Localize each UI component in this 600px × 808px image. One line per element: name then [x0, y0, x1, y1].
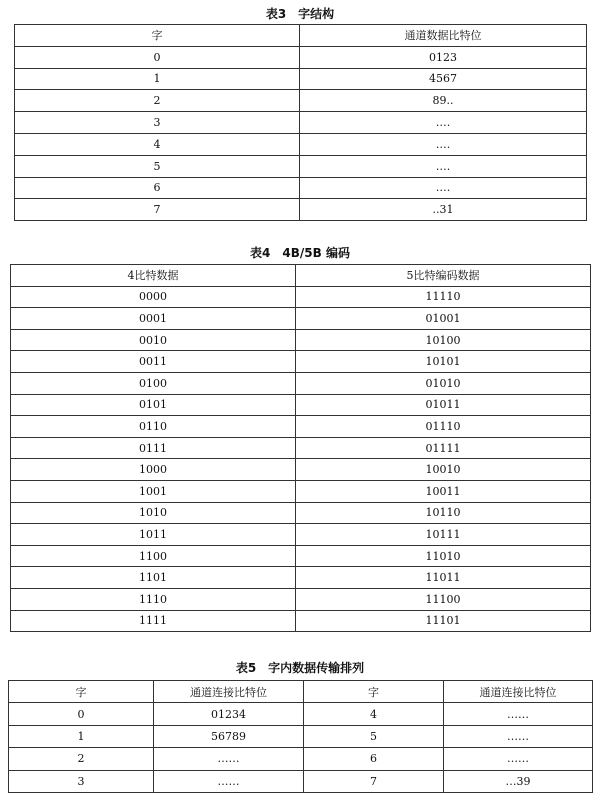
table3-cell: 3 [15, 112, 300, 134]
table5-header-row [9, 681, 593, 703]
table4-header-cell: 5比特编码数据 [296, 265, 591, 287]
table4-cell: 0010 [11, 329, 296, 351]
table4-body [11, 286, 591, 632]
table4-caption: 表4 4B/5B 编码 [250, 246, 350, 260]
table5-header-cell: 通道连接比特位 [444, 681, 593, 703]
table4-cell: 10111 [296, 524, 591, 546]
table3-cell: 7 [15, 199, 300, 221]
table-row [11, 588, 591, 610]
table4-cell: 11101 [296, 610, 591, 632]
table4-cell: 11100 [296, 588, 591, 610]
table4-cell: 11110 [296, 286, 591, 308]
table-row [9, 725, 593, 747]
table4-cell: 10110 [296, 502, 591, 524]
table5-cell: 7 [304, 770, 444, 792]
table-row [11, 308, 591, 330]
table-row [11, 524, 591, 546]
table3-cell: 4567 [300, 68, 587, 90]
table4-cell: 1011 [11, 524, 296, 546]
table-row [11, 567, 591, 589]
table3-body [15, 46, 587, 220]
table4-cell: 10101 [296, 351, 591, 373]
table4-cell: 0111 [11, 437, 296, 459]
table-row [11, 610, 591, 632]
table-row [11, 545, 591, 567]
table-row [15, 199, 587, 221]
table4-cell: 01001 [296, 308, 591, 330]
table3-header-row [15, 25, 587, 47]
table-row [11, 372, 591, 394]
table4-cell: 0100 [11, 372, 296, 394]
table5-body [9, 703, 593, 793]
table3-cell: …. [300, 177, 587, 199]
table3-cell: 89.. [300, 90, 587, 112]
table3-cell: 0123 [300, 46, 587, 68]
table5-cell: 2 [9, 748, 154, 770]
table5-cell: …… [154, 770, 304, 792]
table4-cell: 01110 [296, 416, 591, 438]
table-row [11, 394, 591, 416]
table-row [11, 351, 591, 373]
table5-cell: 1 [9, 725, 154, 747]
table5-cell: 6 [304, 748, 444, 770]
table4-cell: 1111 [11, 610, 296, 632]
table4-cell: 10100 [296, 329, 591, 351]
table-row [15, 46, 587, 68]
table-row [15, 90, 587, 112]
table3-cell: 1 [15, 68, 300, 90]
table-row [11, 480, 591, 502]
table-row [15, 133, 587, 155]
table4-cell: 0011 [11, 351, 296, 373]
table3-cell: 2 [15, 90, 300, 112]
table4-cell: 0001 [11, 308, 296, 330]
table4 [10, 264, 591, 632]
table4-header-cell: 4比特数据 [11, 265, 296, 287]
table3-cell: …. [300, 155, 587, 177]
table4-cell: 11010 [296, 545, 591, 567]
table5-header-cell: 字 [304, 681, 444, 703]
table4-cell: 10010 [296, 459, 591, 481]
table5-cell: 0 [9, 703, 154, 725]
table-row [15, 177, 587, 199]
table-row [15, 112, 587, 134]
table5-header-cell: 通道连接比特位 [154, 681, 304, 703]
table4-cell: 01010 [296, 372, 591, 394]
table-row [15, 68, 587, 90]
table3-cell: ..31 [300, 199, 587, 221]
table5 [8, 680, 593, 793]
table3-cell: …. [300, 112, 587, 134]
table4-cell: 01011 [296, 394, 591, 416]
table5-cell: …… [444, 703, 593, 725]
table3-cell: 0 [15, 46, 300, 68]
table4-cell: 11011 [296, 567, 591, 589]
table4-cell: 1100 [11, 545, 296, 567]
table-row [15, 155, 587, 177]
table-row [11, 416, 591, 438]
table4-cell: 1000 [11, 459, 296, 481]
table3-cell: 5 [15, 155, 300, 177]
table4-cell: 1110 [11, 588, 296, 610]
table4-cell: 10011 [296, 480, 591, 502]
table4-cell: 01111 [296, 437, 591, 459]
table5-caption: 表5 字内数据传输排列 [235, 661, 365, 675]
table-row [9, 770, 593, 792]
table5-cell: …39 [444, 770, 593, 792]
table3-cell: 6 [15, 177, 300, 199]
table3-caption: 表3 字结构 [265, 7, 335, 21]
table4-header-row [11, 265, 591, 287]
table-row [11, 437, 591, 459]
table3-header-cell: 通道数据比特位 [300, 25, 587, 47]
table-row [9, 748, 593, 770]
table4-cell: 1001 [11, 480, 296, 502]
table5-cell: …… [154, 748, 304, 770]
table5-cell: …… [444, 725, 593, 747]
table4-cell: 0000 [11, 286, 296, 308]
table3-cell: …. [300, 133, 587, 155]
table5-cell: 01234 [154, 703, 304, 725]
table4-cell: 1101 [11, 567, 296, 589]
table-row [11, 459, 591, 481]
table5-cell: 5 [304, 725, 444, 747]
table4-cell: 0101 [11, 394, 296, 416]
table4-cell: 1010 [11, 502, 296, 524]
table4-cell: 0110 [11, 416, 296, 438]
table5-cell: 4 [304, 703, 444, 725]
table5-cell: 3 [9, 770, 154, 792]
table-row [11, 502, 591, 524]
table5-header-cell: 字 [9, 681, 154, 703]
table-row [9, 703, 593, 725]
table5-cell: 56789 [154, 725, 304, 747]
table5-cell: …… [444, 748, 593, 770]
table-row [11, 329, 591, 351]
table3 [14, 24, 587, 221]
table3-header-cell: 字 [15, 25, 300, 47]
table-row [11, 286, 591, 308]
table3-cell: 4 [15, 133, 300, 155]
